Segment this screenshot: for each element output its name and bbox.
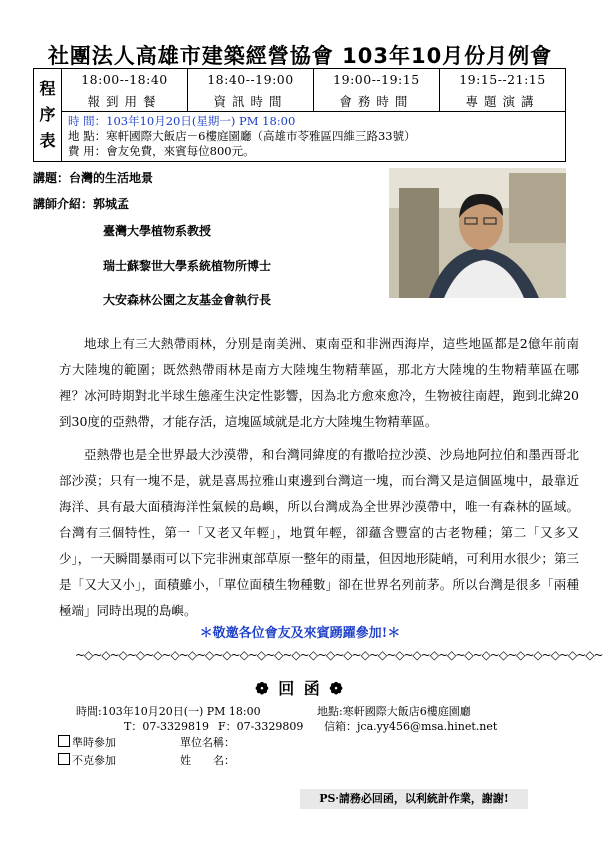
slot-label: 會務時間 xyxy=(313,90,439,112)
schedule-table xyxy=(33,68,566,162)
body-paragraph: 亞熱帶也是全世界最大沙漠帶，和台灣同緯度的有撒哈拉沙漠、沙烏地阿拉伯和墨西哥北部沙漠；只有一塊不是，就是喜馬拉雅山東邊到台灣這一塊，而台灣又是這個區塊中，最靠近海洋、具有最大面積海洋性氣候的島嶼，所以台灣成為全世界沙漠帶中，唯一有森林的區域。台灣有三個特性，第一「又老又年輕」，地質年輕，卻蘊含豐富的古老物種；第二「又多又少」，一天瞬間暴雨可以下完非洲東部草原一整年的雨量，但因地形陡峭，可利用水很少；第三是「又大又小」，面積雖小，「單位面積生物種數」卻在世界名列前茅。所以台灣是很多「兩種極端」同時出現的島嶼。 xyxy=(59,447,579,618)
event-info xyxy=(62,112,566,162)
attend-option[interactable] xyxy=(58,734,116,750)
time-slot: 19:00--19:15 xyxy=(313,69,439,91)
event-fee: 費 用：會友免費，來賓每位800元。 xyxy=(68,144,255,158)
slot-label: 專題演講 xyxy=(439,90,565,112)
reply-email: 信箱：jca.yy456@msa.hinet.net xyxy=(324,720,498,733)
invitation-line: ＊敬邀各位會友及來賓踴躍參加!＊ xyxy=(199,626,401,641)
time-slot: 18:40--19:00 xyxy=(187,69,313,91)
reply-heading xyxy=(0,676,600,699)
absent-option[interactable] xyxy=(58,752,116,768)
reply-tel: T：07-3329819 xyxy=(124,720,210,733)
person-name-field[interactable]: 姓 名： xyxy=(180,754,235,767)
absent-checkbox[interactable] xyxy=(58,753,70,765)
reply-place: 地點:寒軒國際大飯店6樓庭園廳 xyxy=(317,705,471,718)
slot-label: 資訊時間 xyxy=(187,90,313,112)
reply-fax: F：07-3329809 xyxy=(218,720,304,733)
event-time: 時 間：103年10月20日(星期一) PM 18:00 xyxy=(68,114,296,128)
flower-icon: ❁ xyxy=(329,679,345,698)
slot-label: 報到用餐 xyxy=(62,90,188,112)
decorative-divider: ~◇~◇~◇~◇~◇~◇~◇~◇~◇~◇~◇~◇~◇~◇~◇~◇~◇~◇~◇~◇~◇~◇~◇~◇~◇~◇~◇~◇~◇~◇~ xyxy=(75,648,603,662)
lecture-topic: 講題：台灣的生活地景 xyxy=(33,171,154,185)
absent-label: 不克參加 xyxy=(72,754,116,767)
time-slot: 19:15--21:15 xyxy=(439,69,565,91)
speaker-intro: 講師介紹：郭城孟 xyxy=(33,197,130,211)
speaker-credential: 大安森林公園之友基金會執行長 xyxy=(103,293,272,307)
event-place: 地 點：寒軒國際大飯店－6樓庭園廳（高雄市苓雅區四維三路33號） xyxy=(68,129,416,143)
attend-label: 準時參加 xyxy=(72,736,116,749)
speaker-credential: 臺灣大學植物系教授 xyxy=(103,224,212,238)
schedule-side-label: 程 序 表 xyxy=(34,69,62,162)
reply-title: 回 函 xyxy=(278,679,322,698)
flower-icon: ❁ xyxy=(255,679,271,698)
document-title: 社團法人高雄市建築經營協會 103年10月份月例會 xyxy=(47,44,553,68)
attend-checkbox[interactable] xyxy=(58,735,70,747)
reply-time: 時間:103年10月20日(一) PM 18:00 xyxy=(76,705,261,718)
time-slot: 18:00--18:40 xyxy=(62,69,188,91)
body-paragraph: 地球上有三大熱帶雨林，分別是南美洲、東南亞和非洲西海岸，這些地區都是2億年前南方大陸塊的範圍；既然熱帶雨林是南方大陸塊生物精華區，那北方大陸塊的生物精華區在哪裡？冰河時期對北半球生態產生決定性影響，因為北方愈來愈冷，生物被往南趕，跑到北緯20到30度的亞熱帶，才能存活，這塊區域就是北方大陸塊生物精華區。 xyxy=(59,336,579,429)
speaker-photo xyxy=(389,168,566,298)
unit-name-field[interactable]: 單位名稱： xyxy=(180,736,235,749)
ps-note: PS‧請務必回函，以利統計作業，謝謝! xyxy=(300,789,528,809)
speaker-credential: 瑞士蘇黎世大學系統植物所博士 xyxy=(103,259,272,273)
